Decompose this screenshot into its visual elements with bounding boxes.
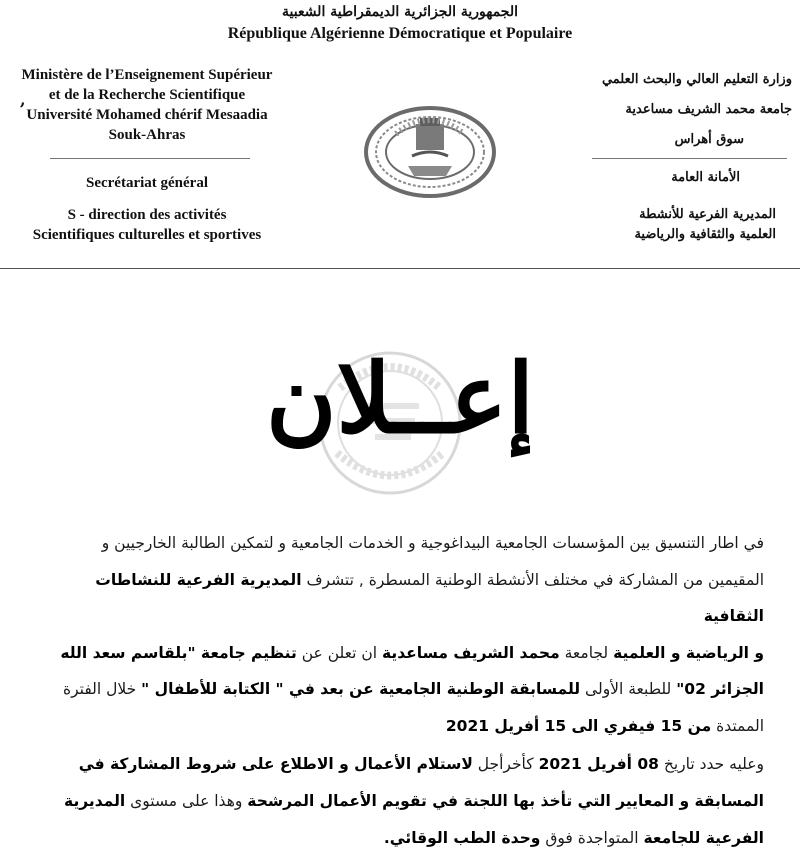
header-french-republic: République Algérienne Démocratique et Populaire xyxy=(227,25,573,42)
p1-l4-bold-c: للمسابقة الوطنية الجامعية عن بعد في " الكتابة للأطفال " xyxy=(141,680,581,698)
left-university: Université Mohamed chérif Mesaadia xyxy=(26,107,268,123)
header-arabic-republic: الجمهورية الجزائرية الديمقراطية الشعبية xyxy=(281,4,518,20)
p2-l3-bold-c: وحدة الطب الوقائي. xyxy=(383,829,541,847)
stray-mark: , xyxy=(20,90,26,109)
p1-line5 xyxy=(34,708,764,745)
left-city: Souk-Ahras xyxy=(108,127,186,143)
p1-l4-text-d: خلال الفترة xyxy=(62,680,137,698)
p1-l4-bold-a: الجزائر 02" xyxy=(676,680,764,698)
p1-line1 xyxy=(34,525,764,562)
right-secretariat: الأمانة العامة xyxy=(671,170,740,185)
p1-l1-text: في اطار التنسيق بين المؤسسات الجامعية البيداغوجية و الخدمات الجامعية و لتمكين الطالبة الخارجيين و xyxy=(101,534,764,552)
p1-l3-bold-e: تنظيم جامعة "بلقاسم سعد الله xyxy=(60,643,297,662)
p2-l2-bold-c: المديرية xyxy=(64,792,126,810)
p2-l3-text-b: المتواجدة فوق xyxy=(545,829,639,847)
p2-l1-bold-d: لاستلام الأعمال و الاطلاع على شروط المشاركة في xyxy=(78,755,473,773)
p1-l3-bold-c: محمد الشريف مساعدية xyxy=(381,643,560,662)
left-ministry-line1: Ministère de l’Enseignement Supérieur xyxy=(21,67,273,83)
p1-l2-text: المقيمين من المشاركة في مختلف الأنشطة الوطنية المسطرة , تتشرف xyxy=(306,570,764,589)
p1-line3 xyxy=(34,635,764,672)
p2-l2-text-b: وهذا على مستوى xyxy=(130,792,243,810)
right-direction-line1: المديرية الفرعية للأنشطة xyxy=(639,207,776,222)
left-divider xyxy=(50,158,250,159)
university-seal-logo xyxy=(360,100,500,200)
p1-l2-bold: المديرية الفرعية للنشاطات الثقافية xyxy=(95,570,764,625)
left-ministry-line2: et de la Recherche Scientifique xyxy=(48,87,246,103)
p2-l1-text-c: كأخرأجل xyxy=(477,755,534,773)
right-direction-line2: العلمية والثقافية والرياضية xyxy=(634,227,776,242)
announcement-paragraph-2 xyxy=(34,746,764,857)
p1-l3-text-b: لجامعة xyxy=(564,643,609,662)
right-divider xyxy=(592,158,787,159)
announcement-paragraph-1 xyxy=(34,525,764,744)
right-ministry: وزارة التعليم العالي والبحث العلمي xyxy=(601,72,792,87)
right-university: جامعة محمد الشريف مساعدية xyxy=(625,102,792,117)
p2-l1-bold-b: 08 أفريل 2021 xyxy=(538,755,659,773)
p2-line2 xyxy=(34,783,764,820)
header-separator xyxy=(0,268,800,269)
p2-l2-bold-a: المسابقة و المعايير التي تأخذ بها اللجنة في تقويم الأعمال المرشحة xyxy=(247,792,764,810)
p2-l3-bold-a: الفرعية للجامعة xyxy=(643,829,764,847)
p1-line2 xyxy=(34,562,764,635)
left-direction-line2: Scientifiques culturelles et sportives xyxy=(32,227,262,243)
right-city: سوق أهراس xyxy=(674,132,744,147)
announcement-title: إعــلان xyxy=(266,342,534,455)
p2-line1 xyxy=(34,746,764,783)
left-direction-line1: S - direction des activités xyxy=(67,207,227,223)
p1-line4 xyxy=(34,671,764,708)
left-secretariat: Secrétariat général xyxy=(85,175,209,191)
p2-l1-text-a: وعليه حدد تاريخ xyxy=(663,755,764,773)
p2-line3 xyxy=(34,820,764,857)
p1-l5-text-a: الممتدة xyxy=(716,716,764,735)
p1-l4-text-b: للطبعة الأولى xyxy=(585,680,672,698)
p1-l5-bold-b: من 15 فيفري الى 15 أفريل 2021 xyxy=(445,716,712,735)
p1-l3-text-d: ان تعلن عن xyxy=(301,643,378,662)
p1-l3-bold-a: و الرياضية و العلمية xyxy=(613,643,764,662)
